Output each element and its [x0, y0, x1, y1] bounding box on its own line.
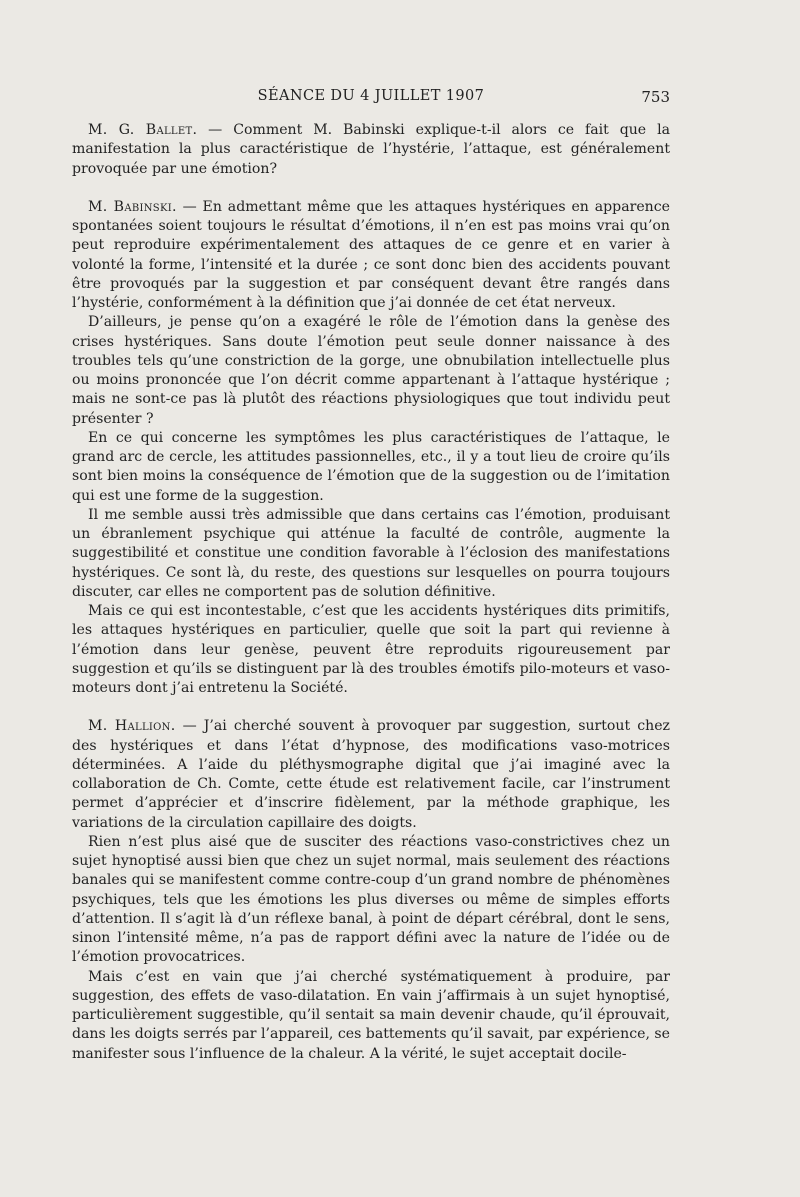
running-header	[72, 88, 670, 112]
paragraph-babinski	[72, 198, 670, 314]
document-body	[72, 121, 670, 1064]
speaker-name: M. Hallion.	[88, 718, 176, 735]
paragraph-text: — Comment M. Babinski explique-t-il alors ce fait que la manifestation la plus caractéristique de l’hystérie, l’attaque, est généralement provoquée par une émotion?	[72, 122, 670, 177]
page-number: 753	[641, 88, 670, 106]
paragraph: Mais ce qui est incontestable, c’est que les accidents hystériques dits primitifs, les attaques hystériques en particulier, quelle que soit la part qui revienne à l’émotion dans leur genèse, peuvent être reproduits rigoureusement par suggestion et qu’ils se distinguent par là des troubles émotifs pilo-moteurs et vaso-moteurs dont j’ai entretenu la Société.	[72, 603, 670, 696]
paragraph-text: — En admettant même que les attaques hystériques en apparence spontanées soient toujours le résultat d’émotions, il n’en est pas moins vrai qu’on peut reproduire expérimentalement des attaques de ce genre et en varier à volonté la forme, l’intensité et la durée ; ce sont donc bien des accidents pouvant être provoqués par la suggestion et par conséquent devant être rangés dans l’hystérie, conformément à la définition que j’ai donnée de cet état nerveux.	[72, 198, 670, 311]
speaker-name: M. G. Ballet.	[88, 122, 198, 138]
speaker-name: M. Babinski.	[88, 198, 177, 215]
paragraph-ballet	[72, 121, 670, 179]
paragraph-hallion	[72, 717, 670, 833]
paragraph: Mais c’est en vain que j’ai cherché systématiquement à produire, par suggestion, des effets de vaso-dilatation. En vain j’affirmais à un sujet hynoptisé, particulièrement suggestible, qu’il sentait sa main devenir chaude, qu’il éprouvait, dans les doigts serrés par l’appareil, ces battements qu’il savait, par expérience, se manifester sous l’influence de la chaleur. A la vérité, le sujet acceptait docile-	[72, 968, 670, 1062]
paragraph-text: — J’ai cherché souvent à provoquer par suggestion, surtout chez des hystériques et dans l’état d’hypnose, des modifications vaso-motrices déterminées. A l’aide du pléthysmographe digital que j’ai imaginé avec la collaboration de Ch. Comte, cette étude est relativement facile, car l’instrument permet d’apprécier et d’inscrire fidèlement, par la méthode graphique, les variations de la circulation capillaire des doigts.	[72, 718, 670, 831]
paragraph: Il me semble aussi très admissible que dans certains cas l’émotion, produisant un ébranlement psychique qui atténue la faculté de contrôle, augmente la suggestibilité et constitue une condition favorable à l’éclosion des manifestations hystériques. Ce sont là, du reste, des questions sur lesquelles on pourra toujours discuter, car elles ne comportent pas de solution définitive.	[72, 506, 670, 600]
header-title: SÉANCE DU 4 JUILLET 1907	[257, 88, 485, 104]
paragraph: En ce qui concerne les symptômes les plus caractéristiques de l’attaque, le grand arc de cercle, les attitudes passionnelles, etc., il y a tout lieu de croire qu’ils sont bien moins la conséquence de l’émotion que de la suggestion ou de l’imitation qui est une forme de la suggestion.	[72, 429, 670, 504]
paragraph: Rien n’est plus aisé que de susciter des réactions vaso-constrictives chez un sujet hynoptisé aussi bien que chez un sujet normal, mais seulement des réactions banales qui se manifestent comme contre-coup d’un grand nombre de phénomènes psychiques, tels que les émotions les plus diverses ou même de simples efforts d’attention. Il s’agit là d’un réflexe banal, à point de départ cérébral, dont le sens, sinon l’intensité même, n’a pas de rapport défini avec la nature de l’idée ou de l’émotion provocatrices.	[72, 833, 670, 966]
paragraph: D’ailleurs, je pense qu’on a exagéré le rôle de l’émotion dans la genèse des crises hystériques. Sans doute l’émotion peut seule donner naissance à des troubles tels qu’une constriction de la gorge, une obnubilation intellectuelle plus ou moins prononcée que l’on décrit comme appartenant à l’attaque hystérique ; mais ne sont-ce pas là plutôt des réactions physiologiques que tout individu peut présenter ?	[72, 314, 670, 427]
